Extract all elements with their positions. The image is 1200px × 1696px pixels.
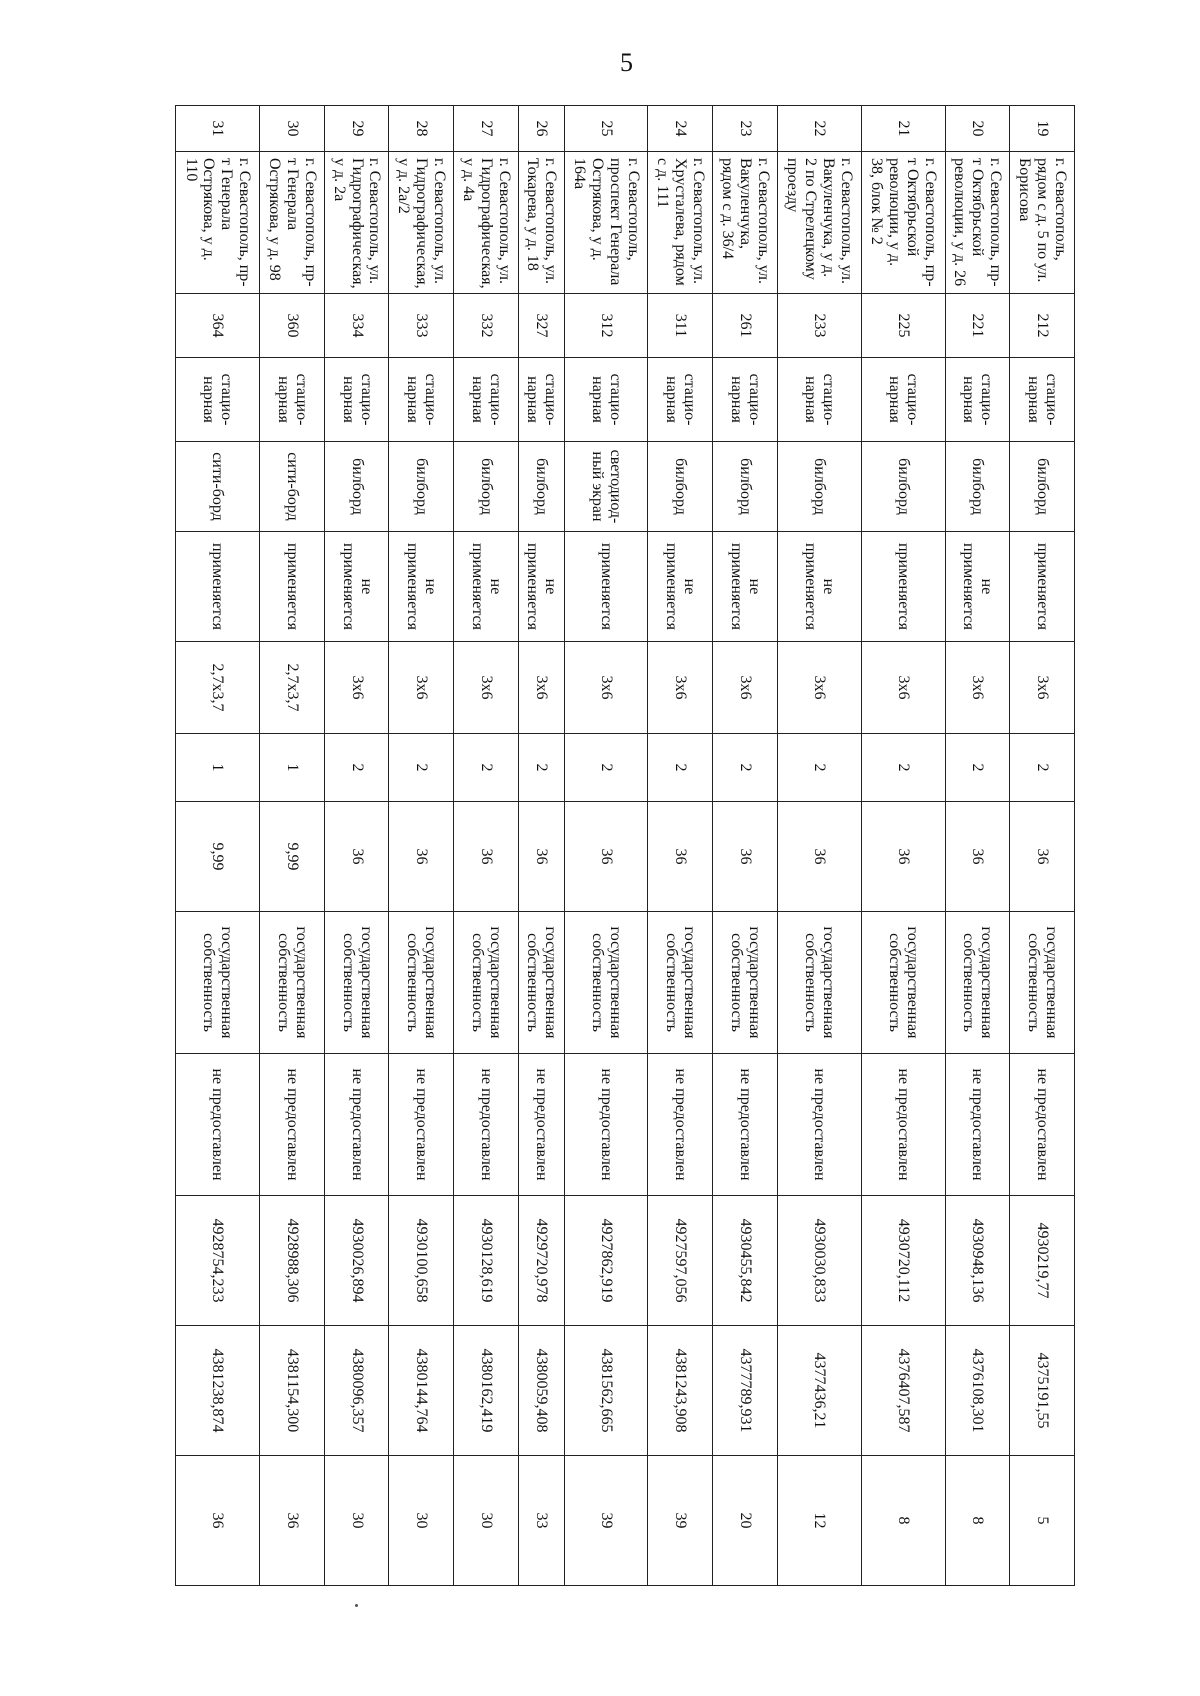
cell-ownership: государственная собственность — [945, 912, 1010, 1054]
cell-x: 4930100,658 — [389, 1196, 454, 1326]
cell-cadastral: не предоставлен — [777, 1054, 861, 1196]
cell-size: 3х6 — [861, 642, 945, 734]
cell-height: 30 — [324, 1456, 389, 1586]
table-row — [945, 106, 1010, 1586]
cell-address: г. Севастополь, пр-т Октябрьской революции, у д. 38, блок № 2 — [861, 152, 945, 294]
cell-size: 3х6 — [945, 642, 1010, 734]
cell-kind: стацио-нарная — [454, 358, 519, 442]
cell-ownership: государственная собственность — [454, 912, 519, 1054]
cell-lighting: не применяется — [518, 532, 564, 642]
cell-area: 36 — [454, 802, 519, 912]
cell-size: 3х6 — [324, 642, 389, 734]
table-row — [324, 106, 389, 1586]
cell-kind: стацио-нарная — [564, 358, 648, 442]
cell-y: 4381154,300 — [260, 1326, 325, 1456]
cell-size: 3х6 — [648, 642, 713, 734]
cell-index: 25 — [564, 106, 648, 152]
cell-area: 36 — [713, 802, 778, 912]
table-row — [777, 106, 861, 1586]
cell-size: 2,7х3,7 — [176, 642, 260, 734]
cell-number: 312 — [564, 294, 648, 358]
cell-lighting: не применяется — [945, 532, 1010, 642]
cell-cadastral: не предоставлен — [564, 1054, 648, 1196]
cell-type: билборд — [777, 442, 861, 532]
cell-kind: стацио-нарная — [260, 358, 325, 442]
cell-kind: стацио-нарная — [713, 358, 778, 442]
table-row — [713, 106, 778, 1586]
cell-size: 3х6 — [564, 642, 648, 734]
cell-x: 4930219,77 — [1010, 1196, 1075, 1326]
cell-index: 31 — [176, 106, 260, 152]
cell-x: 4930948,136 — [945, 1196, 1010, 1326]
cell-sides: 2 — [777, 734, 861, 802]
table-row — [1010, 106, 1075, 1586]
cell-cadastral: не предоставлен — [648, 1054, 713, 1196]
cell-number: 225 — [861, 294, 945, 358]
cell-address: г. Севастополь, ул. Хрусталева, рядом с д. 111 — [648, 152, 713, 294]
cell-lighting: не применяется — [713, 532, 778, 642]
cell-address: г. Севастополь, ул. Вакуленчука, рядом с д. 36/4 — [713, 152, 778, 294]
cell-address: г. Севастополь, ул. Токарева, у д. 18 — [518, 152, 564, 294]
table-row — [454, 106, 519, 1586]
cell-y: 4381238,874 — [176, 1326, 260, 1456]
cell-index: 28 — [389, 106, 454, 152]
table-row — [518, 106, 564, 1586]
cell-cadastral: не предоставлен — [389, 1054, 454, 1196]
cell-kind: стацио-нарная — [324, 358, 389, 442]
cell-type: светодиод-ный экран — [564, 442, 648, 532]
cell-ownership: государственная собственность — [564, 912, 648, 1054]
cell-size: 3х6 — [389, 642, 454, 734]
cell-y: 4375191,55 — [1010, 1326, 1075, 1456]
cell-y: 4380096,357 — [324, 1326, 389, 1456]
cell-x: 4930128,619 — [454, 1196, 519, 1326]
cell-ownership: государственная собственность — [1010, 912, 1075, 1054]
cell-y: 4380144,764 — [389, 1326, 454, 1456]
table-row — [260, 106, 325, 1586]
cell-x: 4930455,842 — [713, 1196, 778, 1326]
cell-ownership: государственная собственность — [861, 912, 945, 1054]
table-body — [176, 106, 1075, 1586]
cell-number: 334 — [324, 294, 389, 358]
cell-area: 36 — [324, 802, 389, 912]
cell-address: г. Севастополь, ул. Гидрографическая, у д. 4а — [454, 152, 519, 294]
cell-sides: 1 — [260, 734, 325, 802]
cell-cadastral: не предоставлен — [324, 1054, 389, 1196]
cell-type: билборд — [518, 442, 564, 532]
cell-lighting: не применяется — [324, 532, 389, 642]
cell-type: билборд — [324, 442, 389, 532]
cell-type: билборд — [1010, 442, 1075, 532]
cell-area: 36 — [1010, 802, 1075, 912]
cell-height: 39 — [564, 1456, 648, 1586]
cell-size: 3х6 — [518, 642, 564, 734]
cell-height: 8 — [861, 1456, 945, 1586]
cell-number: 327 — [518, 294, 564, 358]
cell-y: 4381562,665 — [564, 1326, 648, 1456]
cell-kind: стацио-нарная — [176, 358, 260, 442]
cell-sides: 2 — [945, 734, 1010, 802]
cell-sides: 2 — [713, 734, 778, 802]
cell-height: 5 — [1010, 1456, 1075, 1586]
cell-ownership: государственная собственность — [713, 912, 778, 1054]
cell-area: 36 — [861, 802, 945, 912]
cell-cadastral: не предоставлен — [454, 1054, 519, 1196]
cell-x: 4930030,833 — [777, 1196, 861, 1326]
cell-kind: стацио-нарная — [648, 358, 713, 442]
cell-address: г. Севастополь, ул. Гидрографическая, у д. 2а/2 — [389, 152, 454, 294]
cell-cadastral: не предоставлен — [176, 1054, 260, 1196]
cell-type: сити-борд — [260, 442, 325, 532]
cell-type: билборд — [389, 442, 454, 532]
cell-area: 36 — [564, 802, 648, 912]
cell-cadastral: не предоставлен — [861, 1054, 945, 1196]
cell-area: 36 — [648, 802, 713, 912]
table-row — [648, 106, 713, 1586]
cell-area: 9,99 — [176, 802, 260, 912]
cell-address: г. Севастополь, ул. Гидрографическая, у д. 2а — [324, 152, 389, 294]
table-row — [176, 106, 260, 1586]
cell-height: 36 — [176, 1456, 260, 1586]
cell-area: 36 — [945, 802, 1010, 912]
cell-lighting: применяется — [1010, 532, 1075, 642]
cell-lighting: не применяется — [389, 532, 454, 642]
cell-number: 221 — [945, 294, 1010, 358]
cell-address: г. Севастополь, пр-т Генерала Острякова, у д. 98 — [260, 152, 325, 294]
cell-index: 19 — [1010, 106, 1075, 152]
cell-address: г. Севастополь, пр-т Октябрьской революции, у д. 26 — [945, 152, 1010, 294]
table-row — [389, 106, 454, 1586]
cell-index: 26 — [518, 106, 564, 152]
cell-address: г. Севастополь, рядом с д. 5 по ул. Борисова — [1010, 152, 1075, 294]
cell-lighting: применяется — [861, 532, 945, 642]
rotated-table-container — [175, 105, 1075, 1585]
cell-type: билборд — [713, 442, 778, 532]
cell-number: 311 — [648, 294, 713, 358]
cell-sides: 2 — [454, 734, 519, 802]
cell-area: 36 — [518, 802, 564, 912]
cell-sides: 2 — [1010, 734, 1075, 802]
scan-speck — [355, 1604, 358, 1607]
cell-x: 4927862,919 — [564, 1196, 648, 1326]
cell-ownership: государственная собственность — [176, 912, 260, 1054]
cell-area: 36 — [389, 802, 454, 912]
cell-size: 3х6 — [713, 642, 778, 734]
cell-lighting: не применяется — [648, 532, 713, 642]
cell-lighting: применяется — [176, 532, 260, 642]
cell-sides: 2 — [389, 734, 454, 802]
cell-sides: 1 — [176, 734, 260, 802]
cell-y: 4376108,301 — [945, 1326, 1010, 1456]
cell-y: 4381243,908 — [648, 1326, 713, 1456]
cell-number: 333 — [389, 294, 454, 358]
cell-area: 36 — [777, 802, 861, 912]
cell-ownership: государственная собственность — [648, 912, 713, 1054]
cell-index: 20 — [945, 106, 1010, 152]
cell-index: 29 — [324, 106, 389, 152]
cell-size: 3х6 — [1010, 642, 1075, 734]
cell-x: 4929720,978 — [518, 1196, 564, 1326]
cell-cadastral: не предоставлен — [1010, 1054, 1075, 1196]
cell-lighting: не применяется — [454, 532, 519, 642]
table-row — [564, 106, 648, 1586]
cell-kind: стацио-нарная — [389, 358, 454, 442]
cell-lighting: применяется — [564, 532, 648, 642]
cell-number: 212 — [1010, 294, 1075, 358]
cell-x: 4928988,306 — [260, 1196, 325, 1326]
cell-sides: 2 — [861, 734, 945, 802]
cell-address: г. Севастополь, проспект Генерала Острякова, у д. 164а — [564, 152, 648, 294]
cell-cadastral: не предоставлен — [518, 1054, 564, 1196]
cell-number: 360 — [260, 294, 325, 358]
cell-kind: стацио-нарная — [1010, 358, 1075, 442]
cell-height: 20 — [713, 1456, 778, 1586]
cell-type: сити-борд — [176, 442, 260, 532]
cell-height: 33 — [518, 1456, 564, 1586]
cell-ownership: государственная собственность — [389, 912, 454, 1054]
cell-kind: стацио-нарная — [518, 358, 564, 442]
cell-type: билборд — [861, 442, 945, 532]
cell-index: 24 — [648, 106, 713, 152]
cell-cadastral: не предоставлен — [713, 1054, 778, 1196]
cell-address: г. Севастополь, ул. Вакуленчука, у д. 2 по Стрелецкому проезду — [777, 152, 861, 294]
advertising-structures-table — [175, 105, 1075, 1586]
cell-kind: стацио-нарная — [777, 358, 861, 442]
cell-size: 3х6 — [777, 642, 861, 734]
cell-lighting: применяется — [260, 532, 325, 642]
cell-height: 30 — [389, 1456, 454, 1586]
cell-y: 4377789,931 — [713, 1326, 778, 1456]
cell-height: 30 — [454, 1456, 519, 1586]
cell-x: 4928754,233 — [176, 1196, 260, 1326]
cell-address: г. Севастополь, пр-т Генерала Острякова, у д. 110 — [176, 152, 260, 294]
cell-height: 12 — [777, 1456, 861, 1586]
cell-index: 27 — [454, 106, 519, 152]
cell-cadastral: не предоставлен — [945, 1054, 1010, 1196]
table-row — [861, 106, 945, 1586]
cell-y: 4380162,419 — [454, 1326, 519, 1456]
cell-y: 4377436,21 — [777, 1326, 861, 1456]
cell-size: 3х6 — [454, 642, 519, 734]
cell-type: билборд — [648, 442, 713, 532]
cell-index: 23 — [713, 106, 778, 152]
cell-kind: стацио-нарная — [945, 358, 1010, 442]
cell-index: 22 — [777, 106, 861, 152]
cell-ownership: государственная собственность — [324, 912, 389, 1054]
cell-number: 261 — [713, 294, 778, 358]
cell-area: 9,99 — [260, 802, 325, 912]
cell-kind: стацио-нарная — [861, 358, 945, 442]
cell-x: 4930720,112 — [861, 1196, 945, 1326]
cell-cadastral: не предоставлен — [260, 1054, 325, 1196]
cell-number: 332 — [454, 294, 519, 358]
cell-ownership: государственная собственность — [518, 912, 564, 1054]
cell-height: 36 — [260, 1456, 325, 1586]
cell-ownership: государственная собственность — [777, 912, 861, 1054]
cell-sides: 2 — [518, 734, 564, 802]
cell-height: 8 — [945, 1456, 1010, 1586]
cell-height: 39 — [648, 1456, 713, 1586]
cell-index: 21 — [861, 106, 945, 152]
cell-y: 4376407,587 — [861, 1326, 945, 1456]
cell-size: 2,7х3,7 — [260, 642, 325, 734]
cell-x: 4930026,894 — [324, 1196, 389, 1326]
cell-type: билборд — [945, 442, 1010, 532]
page-number: 5 — [620, 48, 633, 77]
cell-type: билборд — [454, 442, 519, 532]
cell-number: 364 — [176, 294, 260, 358]
cell-ownership: государственная собственность — [260, 912, 325, 1054]
cell-sides: 2 — [324, 734, 389, 802]
cell-sides: 2 — [648, 734, 713, 802]
cell-number: 233 — [777, 294, 861, 358]
cell-sides: 2 — [564, 734, 648, 802]
cell-y: 4380059,408 — [518, 1326, 564, 1456]
cell-x: 4927597,056 — [648, 1196, 713, 1326]
cell-lighting: не применяется — [777, 532, 861, 642]
cell-index: 30 — [260, 106, 325, 152]
